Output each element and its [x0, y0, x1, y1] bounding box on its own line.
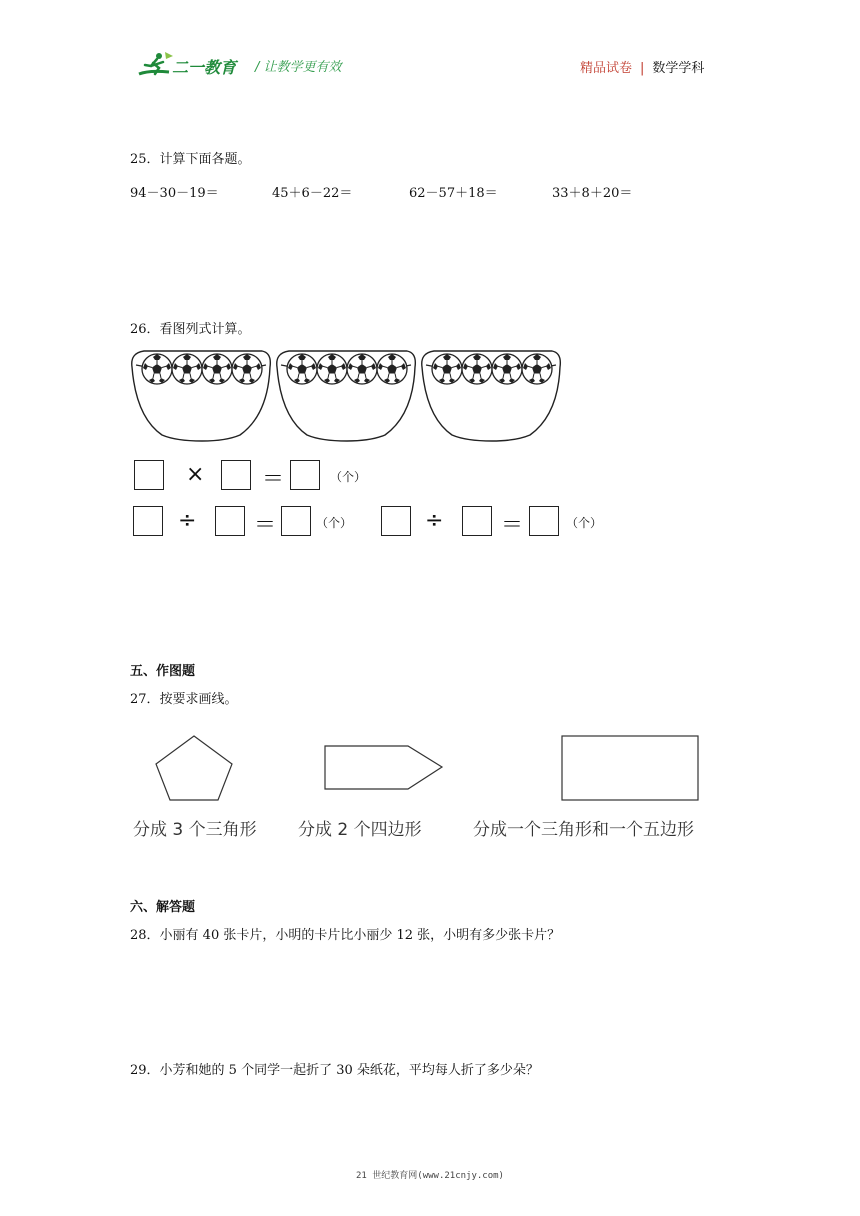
header-separator: | [640, 61, 645, 76]
logo-icon [135, 50, 175, 82]
equals-sign: ＝ [254, 513, 277, 538]
answer-box[interactable] [134, 460, 164, 490]
bowl-1 [132, 351, 271, 441]
brand-slogan: / 让教学更有效 [255, 60, 342, 75]
answer-box[interactable] [381, 506, 411, 536]
caption-quadrilaterals: 分成 2 个四边形 [298, 820, 422, 840]
section-5-title: 五、作图题 [130, 664, 196, 679]
answer-box[interactable] [221, 460, 251, 490]
section-6-title: 六、解答题 [130, 900, 196, 915]
rectangle-shape [562, 736, 698, 800]
q27-shapes [150, 728, 710, 808]
divide-sign: ÷ [178, 508, 197, 533]
caption-triangle-pentagon: 分成一个三角形和一个五边形 [473, 820, 694, 840]
q25-expr-3: 62－57＋18＝ [409, 186, 498, 201]
answer-box[interactable] [215, 506, 245, 536]
times-sign: × [186, 462, 205, 487]
premium-label: 精品试卷 [580, 61, 633, 76]
equals-sign: ＝ [262, 467, 285, 492]
header-right [580, 57, 704, 76]
q27-title: 27．按要求画线。 [130, 692, 238, 707]
q26-title: 26．看图列式计算。 [130, 322, 251, 337]
answer-box[interactable] [462, 506, 492, 536]
unit-label: （个） [330, 470, 367, 484]
caption-triangles: 分成 3 个三角形 [133, 820, 257, 840]
answer-box[interactable] [281, 506, 311, 536]
q25-expr-1: 94－30－19＝ [130, 186, 219, 201]
q25-title: 25．计算下面各题。 [130, 152, 251, 167]
soccer-ball-bowls [128, 345, 568, 450]
q25-expr-4: 33＋8＋20＝ [552, 186, 633, 201]
subject-label: 数学学科 [652, 61, 705, 76]
bowl-3 [422, 351, 561, 441]
answer-box[interactable] [290, 460, 320, 490]
q28-title: 28．小丽有 40 张卡片，小明的卡片比小丽少 12 张，小明有多少张卡片？ [130, 928, 561, 943]
bowl-2 [277, 351, 416, 441]
brand-name: 二一教育 [172, 58, 237, 77]
unit-label: （个） [566, 516, 603, 530]
equals-sign: ＝ [501, 513, 524, 538]
unit-label: （个） [316, 516, 353, 530]
divide-sign: ÷ [425, 508, 444, 533]
footer-text: 21 世纪教育网(www.21cnjy.com) [356, 1171, 504, 1181]
pointed-pentagon-shape [325, 746, 442, 789]
answer-box[interactable] [529, 506, 559, 536]
pentagon-shape [156, 736, 232, 800]
q25-expr-2: 45＋6－22＝ [272, 186, 353, 201]
q29-title: 29．小芳和她的 5 个同学一起折了 30 朵纸花，平均每人折了多少朵？ [130, 1063, 539, 1078]
answer-box[interactable] [133, 506, 163, 536]
